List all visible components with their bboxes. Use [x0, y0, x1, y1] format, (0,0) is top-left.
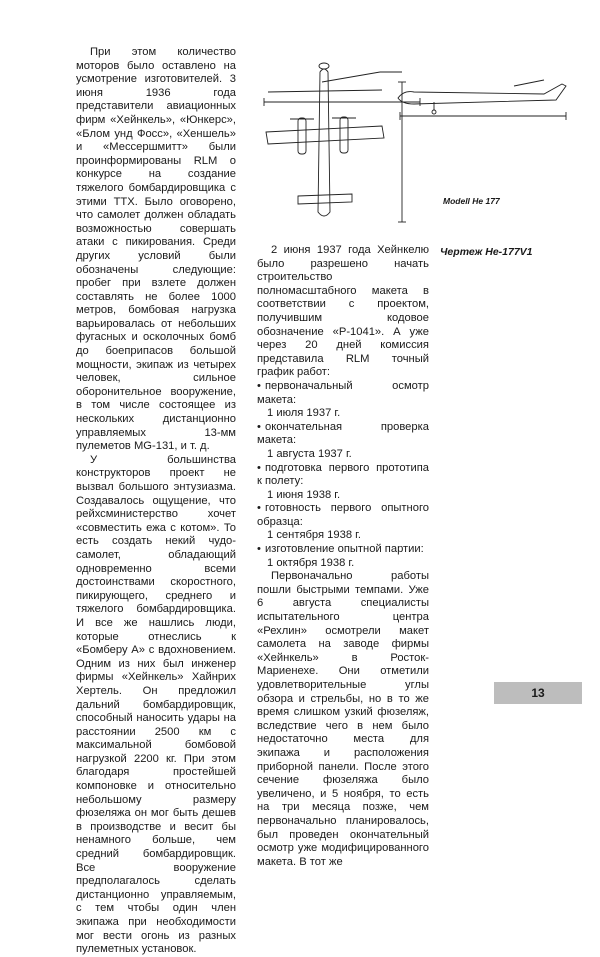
text-column-left: [76, 46, 236, 957]
list-item: • окончательная проверка макета: 1 августа 1937 г.: [257, 420, 429, 460]
page-number-box: [494, 682, 582, 704]
list-item: • первоначальный осмотр макета: 1 июля 1937 г.: [257, 379, 429, 420]
page-number: 13: [531, 686, 545, 700]
paragraph: При этом количество моторов было оставлено на усмотрение изготовителей. 3 июня 1936 года представители авиационных фирм «Хейнкель», «Юнкерс», «Блом унд Фосс», «Хеншель» и «Мессершмитт» были проинформированы RLM о конкурсе на создание тяжелого бомбардировщика с этими ТТХ. Было оговорено, что самолет должен обладать возможностью совершать атаки с пикирования. Среди других условий были обозначены следующие: пробег при взлете должен составлять не более 1000 метров, бомбовая нагрузка варьировалась от небольших фугасных и осколочных бомб до боеприпасов большой мощности, экипаж из четырех человек, сильное оборонительное вооружение, в том числе состоящее из нескольких дистанционно управляемых 13-мм пулеметов MG-131, и т. д.: [76, 46, 236, 453]
paragraph: У большинства конструкторов проект не вызвал большого энтузиазма. Создавалось ощущение, что рейхсминистерство хочет «совместить ежа с котом». То есть создать некий чудо-самолет, обладающий одновременно всеми достоинствами скоростного, пикирующего, среднего и тяжелого бомбардировщика. И все же нашлись люди, которые отнеслись к «Бомберу А» с вдохновением. Одним из них был инженер фирмы «Хейнкель» Хайнрих Хертель. Он предложил дальний бомбардировщик, способный наносить удары на расстоянии 2500 км с максимальной бомбовой нагрузкой 2200 кг. При этом благодаря простейшей компоновке и относительно небольшому размеру фюзеляжа он мог быть дешев в производстве и весит бы ненамного больше, чем средний бомбардировщик. Все вооружение предполагалось сделать дистанционно управляемым, с тем чтобы один член экипажа при необходимости мог вести огонь из разных пулеметных установок.: [76, 453, 236, 956]
list-item: • подготовка первого прототипа к полету: 1 июня 1938 г.: [257, 461, 429, 501]
schedule-list: [257, 380, 429, 570]
figure-caption: Чертеж Не-177V1: [440, 246, 533, 258]
paragraph-closing: Первоначально работы пошли быстрыми темпами. Уже 6 августа специалисты испытательного центра «Рехлин» осмотрели макет самолета на заводе фирмы «Хейнкель» в Росток-Мариенехе. Они отметили удовлетворительные углы обзора и стрельбы, но в то же время слишком узкий фюзеляж, вследствие чего в нем было недостаточно места для экипажа и расположения приборной панели. После этого сечение фюзеляжа было увеличено, и 5 ноября, то есть на три месяца позже, чем первоначально планировалось, был проведен окончательный осмотр уже модифицированного макета. В тот же: [257, 570, 429, 868]
list-item: • изготовление опытной партии: 1 октября 1938 г.: [257, 543, 424, 569]
figure-model-label: Modell He 177: [443, 196, 500, 206]
text-column-right: [257, 244, 429, 869]
paragraph-intro: 2 июня 1937 года Хейнкелю было разрешено начать строительство полномасштабного макета в соответствии с проектом, получившим кодовое обозначение «Р-1041». А уже через 20 дней комиссия представила RLM точный график работ:: [257, 244, 429, 379]
list-item: • готовность первого опытного образца: 1 сентября 1938 г.: [257, 502, 429, 542]
aircraft-side-drawing: [394, 78, 574, 122]
